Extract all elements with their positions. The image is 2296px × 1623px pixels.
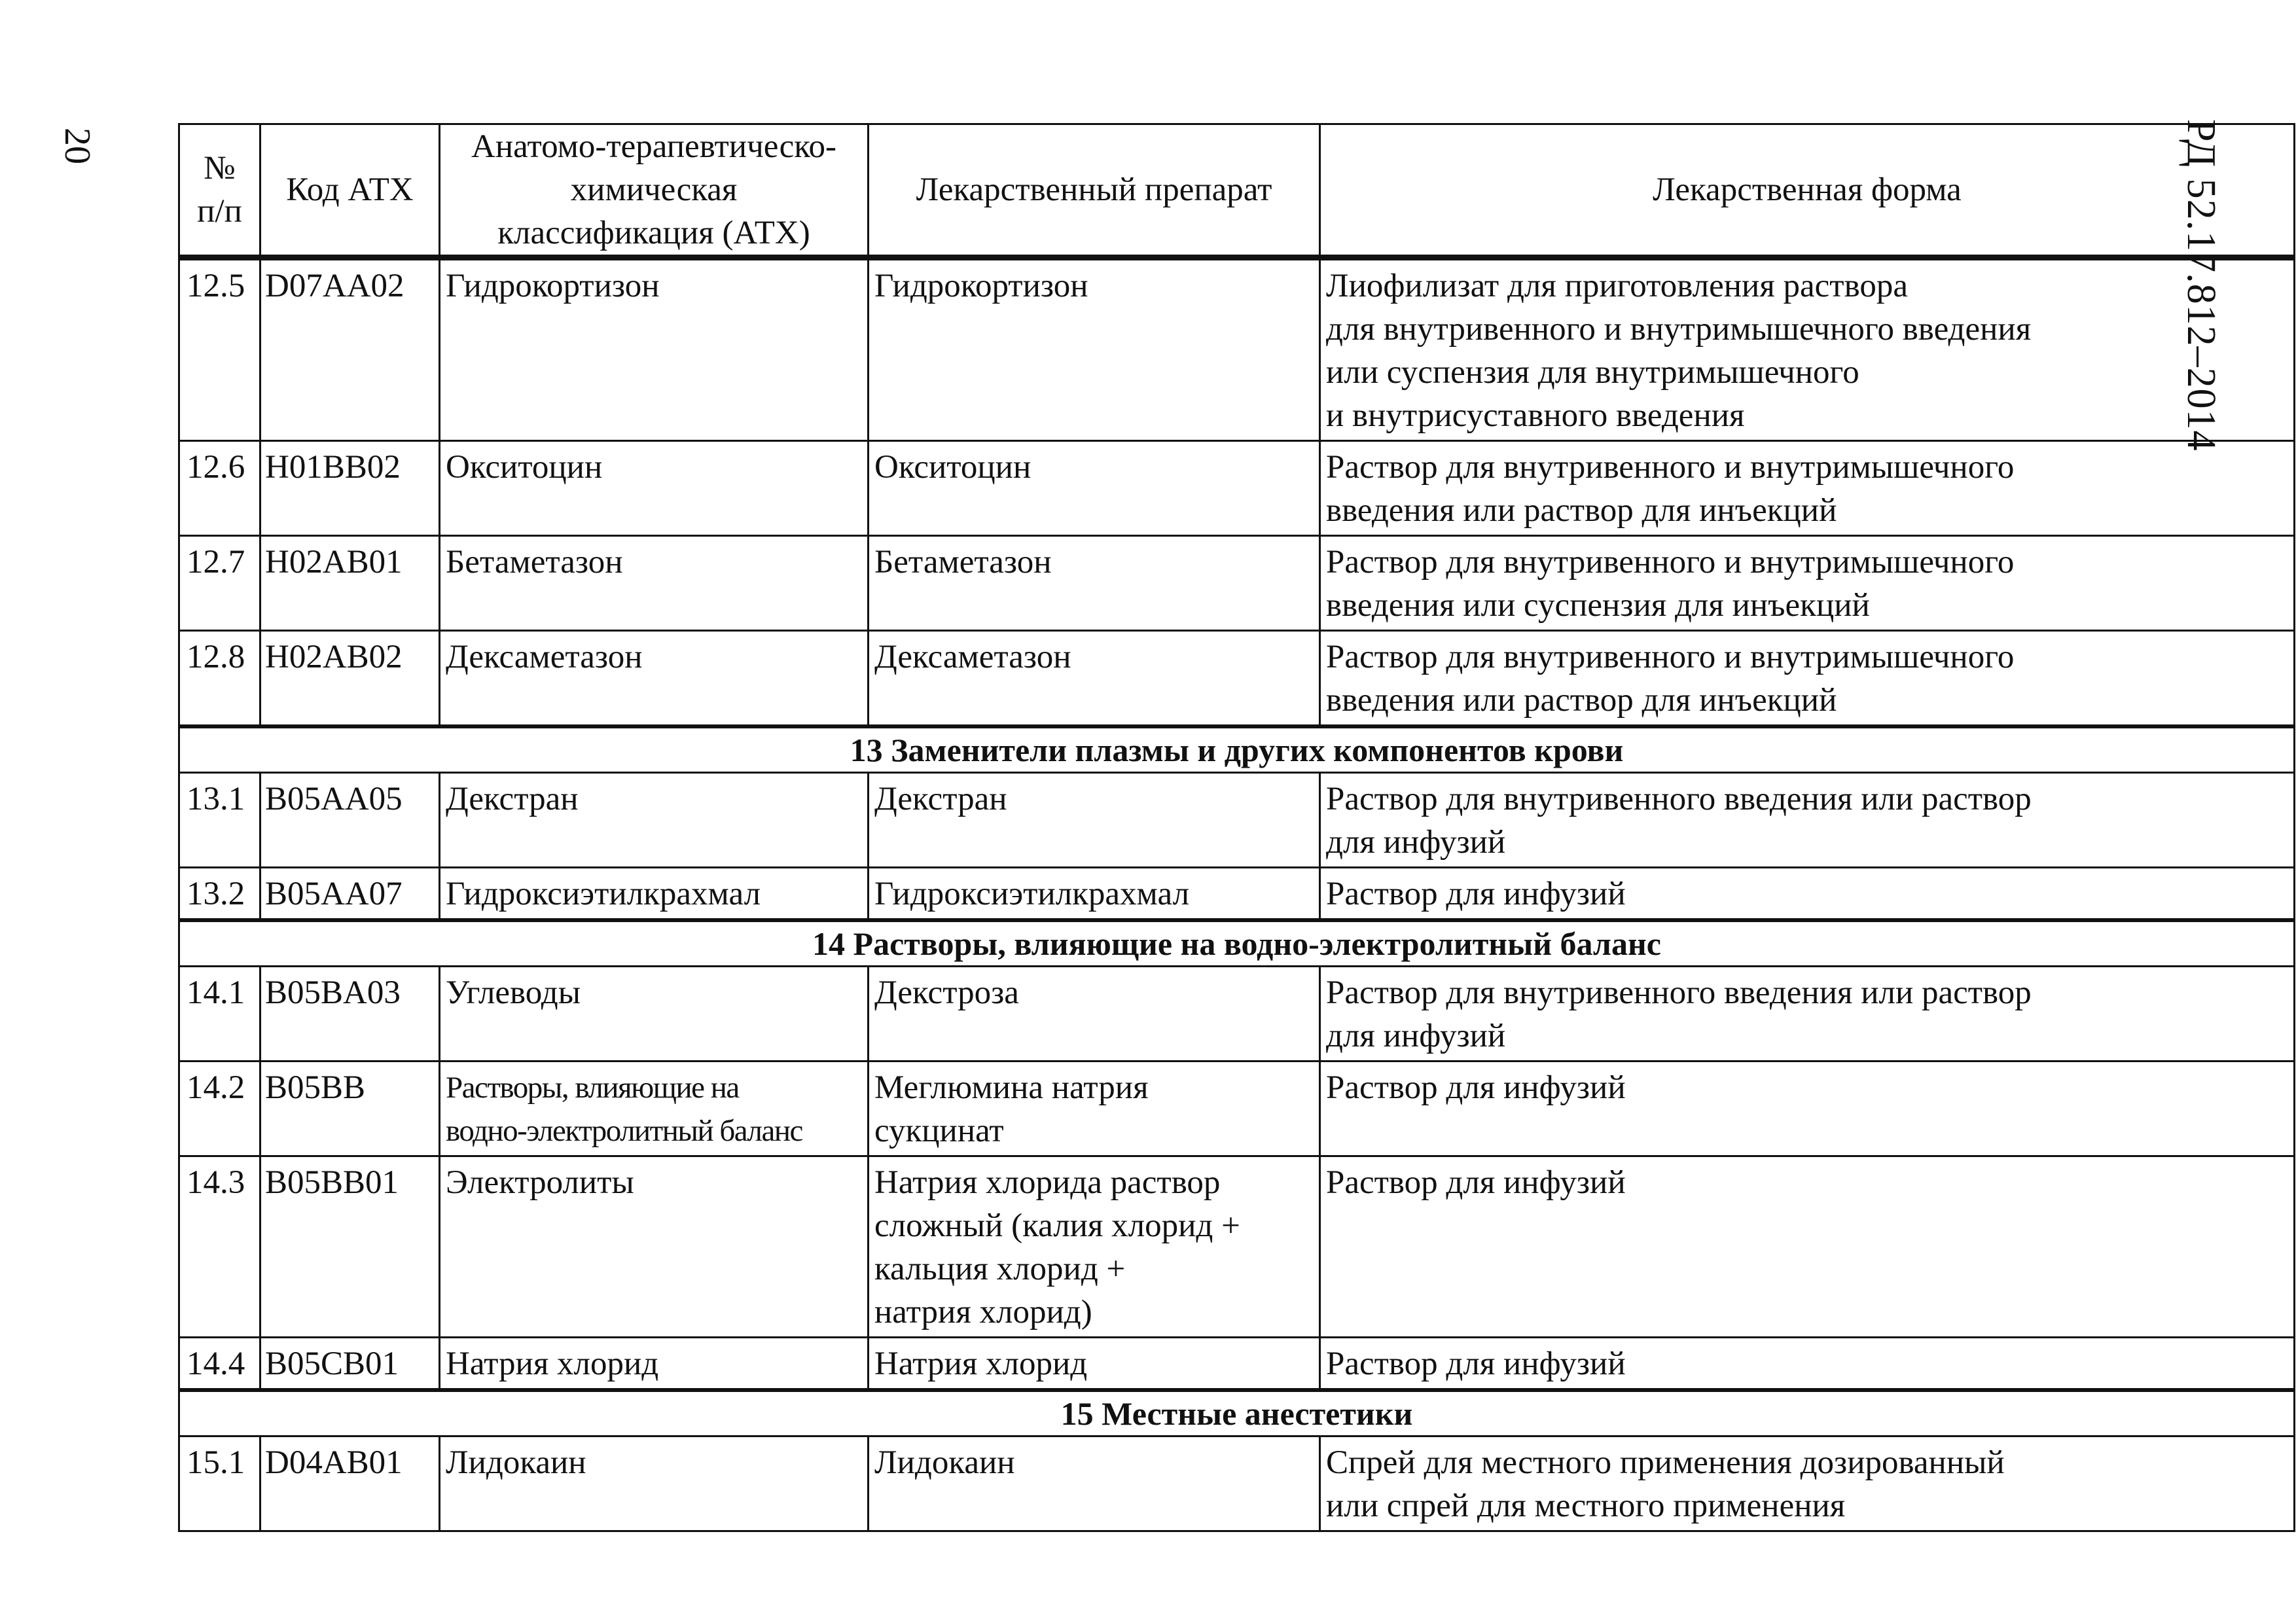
drug-name: Бетаметазон — [869, 536, 1320, 631]
dosage-form: Лиофилизат для приготовления раствора для внутривенного и внутримышечного введения или суспензия для внутримышечного и внутрисуставного введения — [1320, 258, 2295, 441]
drug-name: Окситоцин — [869, 441, 1320, 536]
atc-code: B05CB01 — [260, 1338, 440, 1391]
atc-classification: Окситоцин — [440, 441, 869, 536]
drug-name: Декстроза — [869, 967, 1320, 1061]
atc-classification: Гидрокортизон — [440, 258, 869, 441]
row-number: 12.6 — [179, 441, 260, 536]
drug-name: Дексаметазон — [869, 631, 1320, 727]
section-row — [179, 726, 2295, 773]
atc-classification: Углеводы — [440, 967, 869, 1061]
table-row — [179, 631, 2295, 727]
dosage-form: Раствор для внутривенного и внутримышечного введения или раствор для инъекций — [1320, 441, 2295, 536]
table-row — [179, 441, 2295, 536]
row-number: 13.2 — [179, 868, 260, 921]
atc-classification: Гидроксиэтилкрахмал — [440, 868, 869, 921]
table-row — [179, 258, 2295, 441]
header-number: № п/п — [179, 124, 260, 258]
drug-name: Гидроксиэтилкрахмал — [869, 868, 1320, 921]
atc-classification: Дексаметазон — [440, 631, 869, 727]
header-atc-classification: Анатомо-терапевтическо- химическая классификация (АТХ) — [440, 124, 869, 258]
drug-table — [178, 123, 2295, 1532]
atc-classification: Декстран — [440, 773, 869, 868]
dosage-form: Раствор для внутривенного и внутримышечного введения или раствор для инъекций — [1320, 631, 2295, 727]
atc-classification: Бетаметазон — [440, 536, 869, 631]
table-row — [179, 1156, 2295, 1338]
atc-code: B05AA05 — [260, 773, 440, 868]
row-number: 14.1 — [179, 967, 260, 1061]
dosage-form: Раствор для внутривенного введения или раствор для инфузий — [1320, 773, 2295, 868]
header-drug: Лекарственный препарат — [869, 124, 1320, 258]
section-row — [179, 1390, 2295, 1436]
table-row — [179, 536, 2295, 631]
atc-classification: Электролиты — [440, 1156, 869, 1338]
dosage-form: Раствор для инфузий — [1320, 1061, 2295, 1156]
page-number: 20 — [57, 128, 98, 164]
dosage-form: Раствор для внутривенного введения или раствор для инфузий — [1320, 967, 2295, 1061]
drug-name: Лидокаин — [869, 1436, 1320, 1531]
table-body — [179, 258, 2295, 1531]
table-row — [179, 967, 2295, 1061]
table-row — [179, 773, 2295, 868]
table-row — [179, 1338, 2295, 1391]
atc-code: B05BB — [260, 1061, 440, 1156]
section-row — [179, 920, 2295, 967]
section-title: 13 Заменители плазмы и других компонентов крови — [179, 726, 2295, 773]
section-title: 15 Местные анестетики — [179, 1390, 2295, 1436]
drug-name: Гидрокортизон — [869, 258, 1320, 441]
row-number: 14.3 — [179, 1156, 260, 1338]
atc-code: D07AA02 — [260, 258, 440, 441]
dosage-form: Раствор для инфузий — [1320, 868, 2295, 921]
dosage-form: Спрей для местного применения дозированный или спрей для местного применения — [1320, 1436, 2295, 1531]
drug-name: Декстран — [869, 773, 1320, 868]
table-row — [179, 1436, 2295, 1531]
row-number: 12.8 — [179, 631, 260, 727]
dosage-form: Раствор для инфузий — [1320, 1338, 2295, 1391]
row-number: 13.1 — [179, 773, 260, 868]
drug-name: Меглюмина натрия сукцинат — [869, 1061, 1320, 1156]
drug-name: Натрия хлорид — [869, 1338, 1320, 1391]
dosage-form: Раствор для инфузий — [1320, 1156, 2295, 1338]
atc-classification: Растворы, влияющие на водно-электролитный баланс — [440, 1061, 869, 1156]
document-code: РД 52.17.812–2014 — [2179, 119, 2223, 452]
dosage-form: Раствор для внутривенного и внутримышечного введения или суспензия для инъекций — [1320, 536, 2295, 631]
atc-code: H02AB01 — [260, 536, 440, 631]
atc-code: H02AB02 — [260, 631, 440, 727]
atc-code: B05BB01 — [260, 1156, 440, 1338]
drug-name: Натрия хлорида раствор сложный (калия хлорид + кальция хлорид + натрия хлорид) — [869, 1156, 1320, 1338]
row-number: 15.1 — [179, 1436, 260, 1531]
header-atc-code: Код АТХ — [260, 124, 440, 258]
atc-code: B05AA07 — [260, 868, 440, 921]
row-number: 14.4 — [179, 1338, 260, 1391]
row-number: 12.5 — [179, 258, 260, 441]
table-header-row — [179, 124, 2295, 258]
atc-code: H01BB02 — [260, 441, 440, 536]
atc-code: B05BA03 — [260, 967, 440, 1061]
atc-classification: Лидокаин — [440, 1436, 869, 1531]
atc-classification: Натрия хлорид — [440, 1338, 869, 1391]
row-number: 12.7 — [179, 536, 260, 631]
atc-code: D04AB01 — [260, 1436, 440, 1531]
row-number: 14.2 — [179, 1061, 260, 1156]
table-row — [179, 1061, 2295, 1156]
table-row — [179, 868, 2295, 921]
section-title: 14 Растворы, влияющие на водно-электролитный баланс — [179, 920, 2295, 967]
header-dosage-form: Лекарственная форма — [1320, 124, 2295, 258]
